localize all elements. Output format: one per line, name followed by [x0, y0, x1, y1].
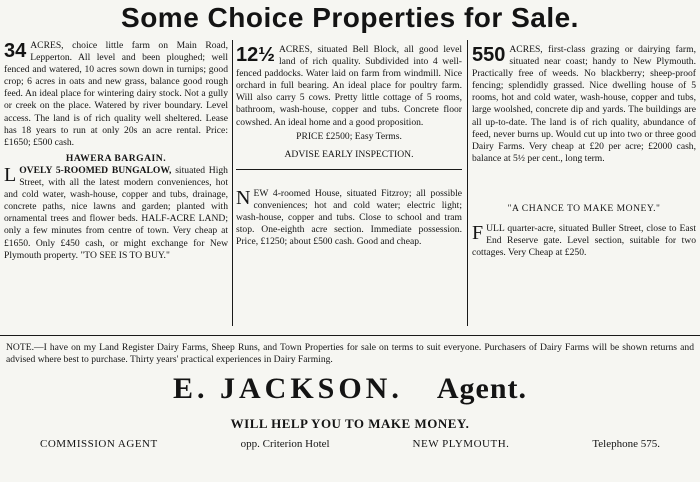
section-heading: "A CHANCE TO MAKE MONEY."	[507, 202, 661, 214]
note-paragraph: NOTE.—I have on my Land Register Dairy Farms, Sheep Runs, and Town Properties for sale on terms to suit everyone. Purchasers of Dairy Farms will be shown returns and advised where best to purchase. Thirty years' practical experiences in Dairy Farming.	[6, 342, 694, 365]
address-opp: opp. Criterion Hotel	[240, 438, 330, 450]
listing-hawera	[4, 165, 228, 262]
listing-text: ACRES, first-class grazing or dairying farm, situated near coast; handy to New Plymouth. Practically free of weeds. No blackberry; sheep-proof fencing; splendidly grassed. Nice dwelling house of 5 rooms, hot and cold water, wash-house, copper and tubs, large woolshed, concrete dip and yards. The buildings are all up-to-date. The land is of rich quality, abundance of feed, never burns up. Would cut up into two or three good Dairy Farms. Very cheap at £20 per acre; £2000 cash, balance at 5½ per cent., long term.	[472, 44, 696, 164]
slogan: WILL HELP YOU TO MAKE MONEY.	[230, 416, 470, 431]
listing-lead: OVELY 5-ROOMED BUNGALOW,	[19, 164, 172, 176]
column-middle	[236, 44, 462, 248]
listing-coast-farm	[472, 44, 696, 165]
price-line: PRICE £2500; Easy Terms.	[296, 130, 402, 142]
column-divider	[467, 40, 468, 326]
listing-number: 34	[4, 40, 27, 62]
column-right	[472, 44, 696, 259]
agent-word: Agent.	[436, 372, 527, 405]
listing-text: ACRES, situated Bell Block, all good level land of rich quality. Subdivided into 4 well-fenced paddocks. Water laid on farm from windmill. Nice orchard in full bearing. An ideal place for poultry farm. Will also carry 5 cows. Pretty little cottage of 5 rooms, bathroom, wash-house, copper and tubs. Concrete floor cowshed. An ideal home and a good proposition.	[236, 44, 462, 128]
listing-number: 550	[472, 44, 506, 66]
column-divider	[232, 40, 233, 326]
drop-cap: L	[4, 163, 17, 186]
telephone: Telephone 575.	[592, 438, 660, 450]
headline: Some Choice Properties for Sale.	[121, 2, 579, 33]
section-rule	[0, 335, 700, 336]
agent-title	[0, 372, 700, 406]
listing-text: ULL quarter-acre, situated Buller Street, close to East End Reserve gate. Level section, suitable for two cottages. Very Cheap at £250.	[472, 223, 696, 259]
listing-text: EW 4-roomed House, situated Fitzroy; all possible conveniences; hot and cold water; electric light; wash-house, copper and tubs. Close to school and tram stop. One-eighth acre section. Immediate possession. Price, £1250; about £500 cash. Good and cheap.	[236, 187, 462, 248]
section-heading: HAWERA BARGAIN.	[65, 152, 167, 164]
commission-agent: COMMISSION AGENT	[40, 438, 158, 450]
listing-text: situated High Street, with all the latest modern conveniences, hot and cold water, wash-house, copper and tubs, drainage, concrete paths, nice lawns and garden; planted with ornamental trees and flower beds. HALF-ACRE LAND; only a few minutes from centre of town. Very cheap at £1650. Only £450 cash, or might exchange for New Plymouth property. "TO SEE IS TO BUY."	[4, 164, 228, 261]
drop-cap: N	[236, 186, 251, 209]
listing-text: ACRES, choice little farm on Main Road, Lepperton. All level and been ploughed; well fenced and watered, 10 acres sown down in turnips; good crop; 6 acres in oats and new grass, balance good rough feed. An ideal place for wintering dairy stock. Not a gully or creek on the place. Watered by river boundary. Level access. The land is of rich quality well sheltered. Lease has 18 years to run at only 20s an acre rental. Price: £1650; £500 cash.	[4, 40, 228, 148]
agent-name: E. JACKSON.	[172, 372, 403, 405]
footer	[40, 438, 660, 450]
listing-fitzroy	[236, 188, 462, 248]
listing-number: 12½	[236, 44, 275, 66]
drop-cap: F	[472, 222, 484, 245]
section-rule	[236, 169, 462, 170]
listing-bell-block	[236, 44, 462, 129]
column-left	[4, 40, 228, 262]
advise-line: ADVISE EARLY INSPECTION.	[284, 148, 414, 160]
town: NEW PLYMOUTH.	[412, 438, 510, 450]
listing-lepperton	[4, 40, 228, 149]
listing-buller-street	[472, 223, 696, 259]
